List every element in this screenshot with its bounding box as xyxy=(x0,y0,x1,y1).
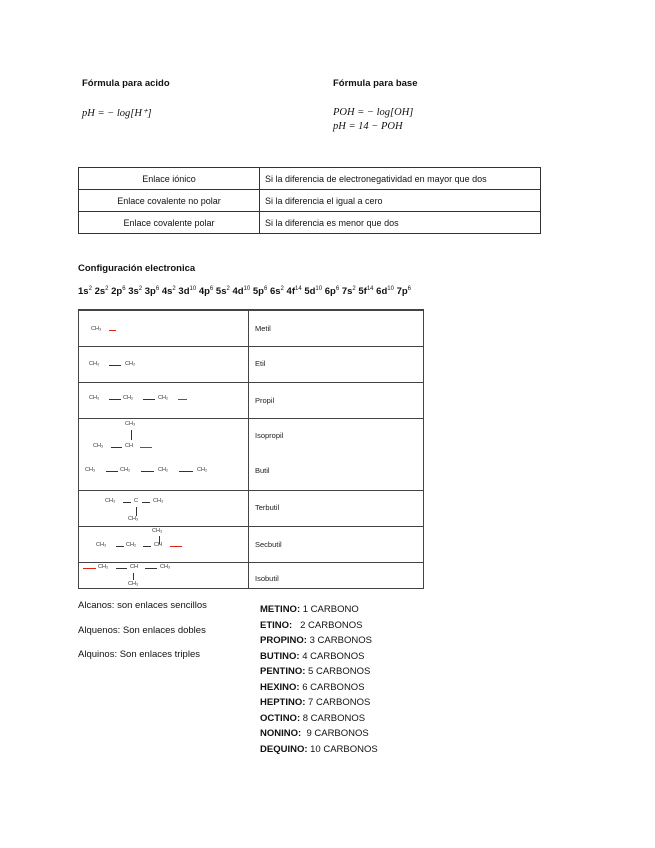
bond xyxy=(143,399,155,400)
bond xyxy=(111,447,122,448)
bond xyxy=(116,546,124,547)
list-item xyxy=(260,682,378,698)
table-row xyxy=(79,562,423,589)
orbital: 2s xyxy=(94,286,106,297)
bond xyxy=(109,365,121,366)
orbital-electrons: 2 xyxy=(105,286,109,292)
free-bond xyxy=(109,330,116,331)
table-row xyxy=(79,310,423,347)
alkyne-carbons: 6 CARBONOS xyxy=(302,681,365,693)
free-bond xyxy=(170,546,182,547)
bond-rule-cell: Si la diferencia es menor que dos xyxy=(260,212,541,234)
bond-type-cell: Enlace iónico xyxy=(79,168,260,190)
list-item xyxy=(260,651,378,667)
orbital-electrons: 6 xyxy=(209,286,214,292)
acid-heading: Fórmula para acido xyxy=(82,78,170,89)
alquinos-text: Alquinos: Son enlaces triples xyxy=(78,649,200,660)
acid-formula: pH = − log[H⁺] xyxy=(82,108,152,119)
alkyne-carbons: 10 CARBONOS xyxy=(310,743,378,755)
orbital: 5s xyxy=(215,286,227,297)
bond-type-table xyxy=(78,167,541,234)
radical-name: Terbutil xyxy=(255,503,280,512)
list-item xyxy=(260,666,378,682)
orbital-electrons: 6 xyxy=(335,286,340,292)
orbital-electrons: 6 xyxy=(122,286,126,292)
bond xyxy=(131,430,132,440)
orbital: 5d xyxy=(304,286,316,297)
orbital-electrons: 14 xyxy=(366,286,374,292)
group-ch2: CH₂ xyxy=(125,361,136,367)
list-item xyxy=(260,604,378,620)
orbital: 4s xyxy=(161,286,173,297)
config-heading: Configuración electronica xyxy=(78,263,196,274)
orbital: 4f xyxy=(286,286,295,297)
bond-rule-cell: Si la diferencia de electronegatividad en mayor que dos xyxy=(260,168,541,190)
orbital: 4d xyxy=(232,286,244,297)
group-ch2: CH₂ xyxy=(98,564,109,570)
electron-configuration xyxy=(78,286,411,297)
bond-rule-cell: Si la diferencia el igual a cero xyxy=(260,190,541,212)
group-ch3: CH₃ xyxy=(128,516,139,522)
radical-name: Etil xyxy=(255,359,266,368)
list-item xyxy=(260,713,378,729)
bond xyxy=(136,507,137,516)
list-item xyxy=(260,744,378,760)
alkyne-carbons: 2 CARBONOS xyxy=(294,619,363,631)
bond xyxy=(141,471,154,472)
orbital: 1s xyxy=(78,286,89,297)
base-formula-poh: POH = − log[OH] xyxy=(333,107,414,118)
group-ch3: CH₃ xyxy=(153,498,164,504)
bond-type-cell: Enlace covalente no polar xyxy=(79,190,260,212)
free-bond xyxy=(178,399,187,400)
orbital-electrons: 2 xyxy=(352,286,356,292)
orbital: 6d xyxy=(376,286,388,297)
alkyne-name: OCTINO: xyxy=(260,712,301,724)
alkyne-name: NONINO: xyxy=(260,728,302,739)
orbital: 3p xyxy=(144,286,156,297)
table-row xyxy=(79,490,423,527)
table-row xyxy=(79,526,423,563)
group-ch2: CH₂ xyxy=(197,467,208,473)
alkyne-carbons: 3 CARBONOS xyxy=(309,635,372,646)
list-item xyxy=(260,635,378,651)
orbital: 6p xyxy=(324,286,336,297)
group-ch3: CH₃ xyxy=(85,467,96,473)
orbital: 3s xyxy=(128,286,139,297)
alkyne-name: ETINO: xyxy=(260,619,293,631)
alcanos-text: Alcanos: son enlaces sencillos xyxy=(78,600,207,611)
orbital-electrons: 2 xyxy=(172,286,176,292)
orbital: 3d xyxy=(178,286,190,297)
alkyne-name: HEPTINO: xyxy=(260,697,306,708)
alquenos-text: Alquenos: Son enlaces dobles xyxy=(78,625,206,636)
orbital: 5f xyxy=(358,286,367,297)
orbital-electrons: 2 xyxy=(88,286,92,292)
alkyne-name: PROPINO: xyxy=(260,635,307,646)
bond xyxy=(123,502,131,503)
orbital: 7p xyxy=(396,286,408,297)
radical-name: Propil xyxy=(255,396,275,405)
radical-name: Secbutil xyxy=(255,540,282,549)
orbital-electrons: 6 xyxy=(155,286,160,292)
bond-type-cell: Enlace covalente polar xyxy=(79,212,260,234)
group-ch2: CH₂ xyxy=(158,467,169,473)
table-row xyxy=(79,346,423,383)
base-heading: Fórmula para base xyxy=(333,78,418,89)
bond xyxy=(116,568,127,569)
radical-name: Isobutil xyxy=(255,574,279,583)
group-ch3: CH₃ xyxy=(152,528,163,534)
group-ch3: CH₃ xyxy=(105,498,116,504)
orbital: 2p xyxy=(111,286,123,297)
table-row xyxy=(79,168,541,190)
orbital-electrons: 10 xyxy=(243,286,251,292)
alkyne-name: METINO: xyxy=(260,604,301,615)
group-ch2: CH₂ xyxy=(123,395,134,401)
orbital-electrons: 6 xyxy=(263,286,268,292)
group-ch: CH xyxy=(125,443,133,449)
bond xyxy=(133,573,134,580)
alkyne-carbons: 1 CARBONO xyxy=(302,604,359,615)
alkyne-name: HEXINO: xyxy=(260,681,300,693)
base-formula-ph: pH = 14 − POH xyxy=(333,121,403,132)
table-row xyxy=(79,190,541,212)
alkyne-name: DEQUINO: xyxy=(260,743,308,755)
group-ch2: CH₂ xyxy=(158,395,169,401)
group-ch3: CH₃ xyxy=(160,564,171,570)
alkyne-carbons: 7 CARBONOS xyxy=(308,697,371,708)
radical-name: Isopropil xyxy=(255,431,284,440)
orbital-electrons: 2 xyxy=(280,286,284,292)
table-row xyxy=(79,382,423,419)
table-row xyxy=(79,418,423,491)
list-item xyxy=(260,620,378,636)
orbital: 7s xyxy=(341,286,353,297)
list-item xyxy=(260,697,378,713)
orbital-electrons: 10 xyxy=(315,286,323,292)
group-ch3: CH₃ xyxy=(128,581,139,587)
free-bond xyxy=(83,568,96,569)
orbital-electrons: 6 xyxy=(407,286,412,292)
group-c: C xyxy=(134,498,138,504)
orbital-electrons: 10 xyxy=(387,286,394,292)
group-ch3: CH₃ xyxy=(96,542,107,548)
group-ch3: CH₃ xyxy=(89,395,100,401)
orbital: 6s xyxy=(269,286,281,297)
alkyne-carbons: 8 CARBONOS xyxy=(302,712,366,724)
group-ch2: CH₂ xyxy=(120,467,131,473)
orbital-electrons: 10 xyxy=(189,286,197,292)
alkyne-list xyxy=(260,604,378,759)
list-item xyxy=(260,728,378,744)
group-ch: CH xyxy=(130,564,138,570)
orbital: 5p xyxy=(252,286,264,297)
bond xyxy=(143,546,151,547)
orbital-electrons: 2 xyxy=(226,286,230,292)
orbital-electrons: 2 xyxy=(138,286,143,292)
table-row xyxy=(79,212,541,234)
group-ch3: CH₃ xyxy=(125,421,136,427)
group-ch3: CH₃ xyxy=(89,361,100,367)
orbital-electrons: 14 xyxy=(294,286,302,292)
free-bond xyxy=(140,447,152,448)
bond xyxy=(142,502,150,503)
alkyne-name: BUTINO: xyxy=(260,650,300,662)
group-ch2: CH₂ xyxy=(126,542,137,548)
bond xyxy=(145,568,157,569)
bond xyxy=(109,399,121,400)
radicals-table xyxy=(78,309,424,589)
group-ch3: CH₃ xyxy=(93,443,104,449)
alkyne-name: PENTINO: xyxy=(260,666,306,677)
radical-name: Butil xyxy=(255,466,270,475)
alkyne-carbons: 9 CARBONOS xyxy=(303,728,369,739)
group-ch3: CH₃ xyxy=(91,326,102,332)
group-ch: CH xyxy=(154,542,162,548)
alkyne-carbons: 4 CARBONOS xyxy=(302,650,365,662)
alkyne-carbons: 5 CARBONOS xyxy=(308,666,371,677)
bond xyxy=(179,471,193,472)
radical-name: Metil xyxy=(255,324,271,333)
orbital: 4p xyxy=(198,286,210,297)
bond xyxy=(106,471,118,472)
